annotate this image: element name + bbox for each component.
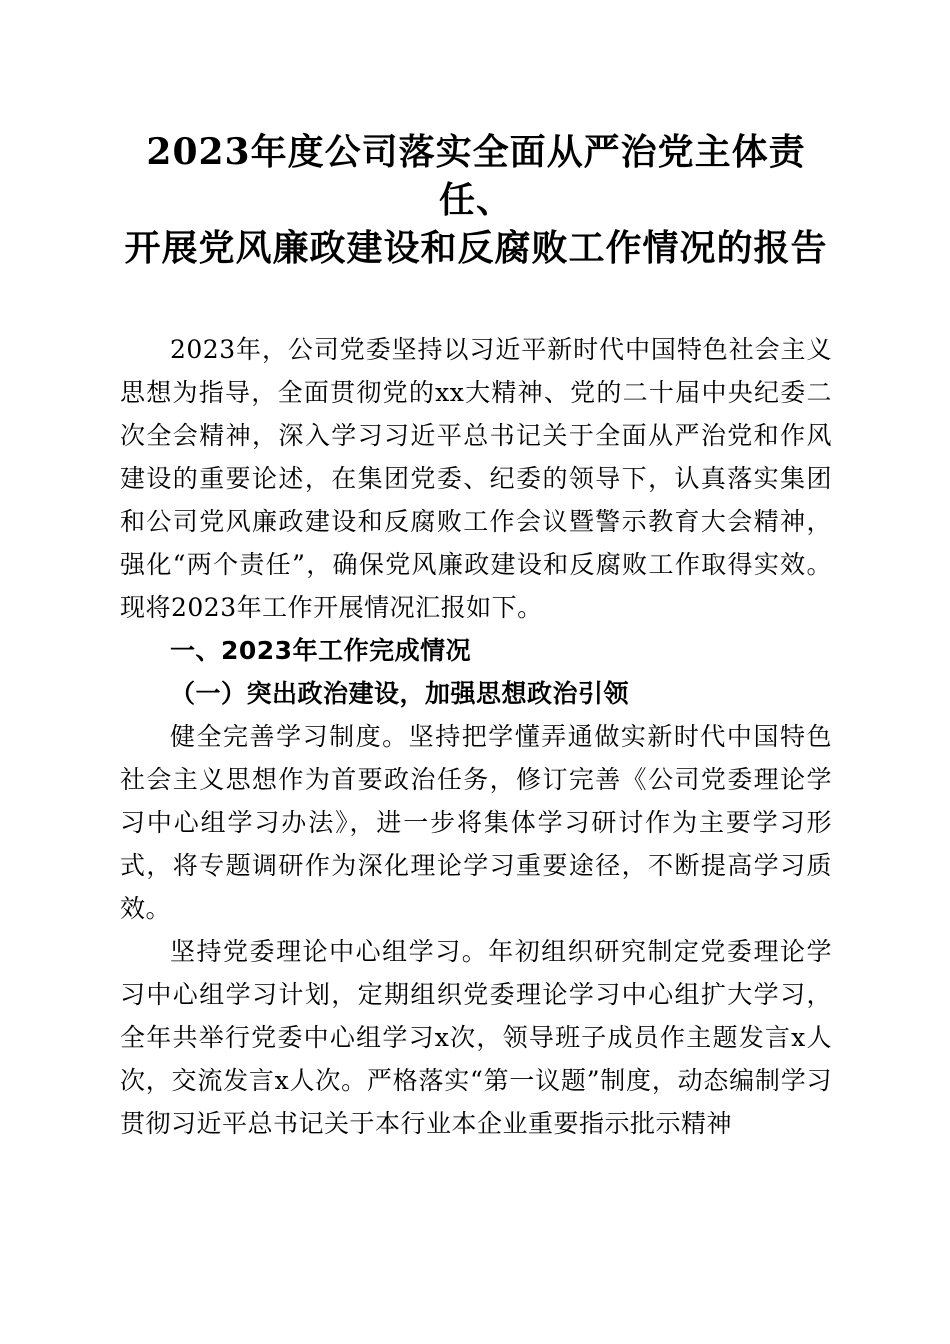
paragraph-study-system: 健全完善学习制度。坚持把学懂弄通做实新时代中国特色社会主义思想作为首要政治任务，修订完善《公司党委理论学习中心组学习办法》，进一步将集体学习研讨作为主要学习形式，将专题调研作为深化理论学习重要途径，不断提高学习质效。 xyxy=(120,722,832,923)
document-title xyxy=(120,128,832,272)
subsection-1-heading: （一）突出政治建设，加强思想政治引领 xyxy=(170,679,630,708)
document-title-line1: 2023年度公司落实全面从严治党主体责任、 xyxy=(146,131,806,221)
paragraph-central-group: 坚持党委理论中心组学习。年初组织研究制定党委理论学习中心组学习计划，定期组织党委理论学习中心组扩大学习，全年共举行党委中心组学习x次，领导班子成员作主题发言x人次，交流发言x人次。严格落实“第一议题”制度，动态编制学习贯彻习近平总书记关于本行业本企业重要指示批示精神 xyxy=(120,937,832,1138)
document-title-line2: 开展党风廉政建设和反腐败工作情况的报告 xyxy=(124,227,828,269)
intro-paragraph: 2023年，公司党委坚持以习近平新时代中国特色社会主义思想为指导，全面贯彻党的xx大精神、党的二十届中央纪委二次全会精神，深入学习习近平总书记关于全面从严治党和作风建设的重要论述，在集团党委、纪委的领导下，认真落实集团和公司党风廉政建设和反腐败工作会议暨警示教育大会精神，强化“两个责任”，确保党风廉政建设和反腐败工作取得实效。现将2023年工作开展情况汇报如下。 xyxy=(120,335,832,622)
section-1-heading: 一、2023年工作完成情况 xyxy=(170,636,472,665)
